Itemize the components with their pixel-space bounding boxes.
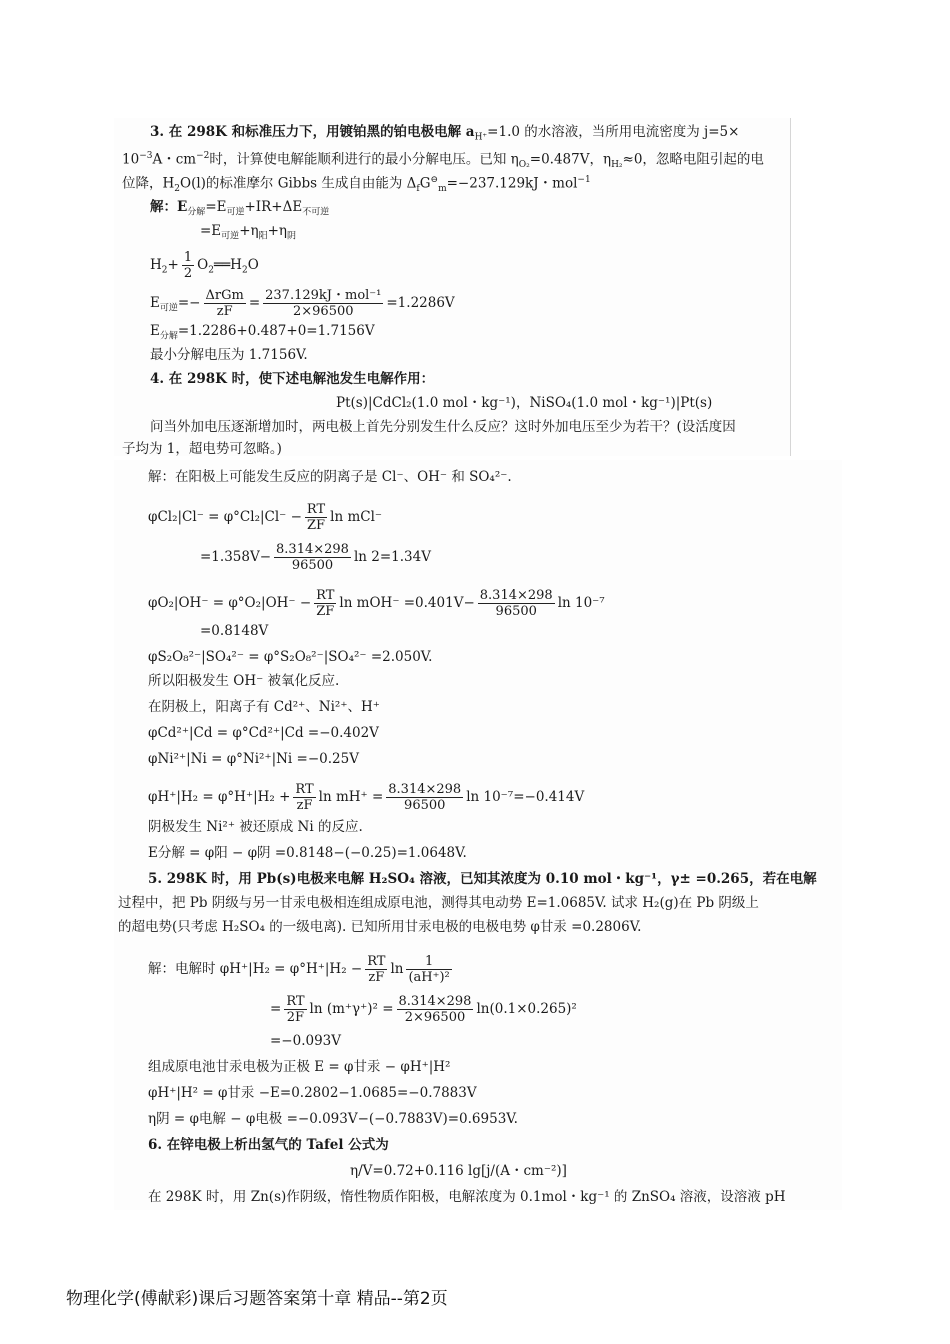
problem-6-tafel-formula: η/V=0.72+0.116 lg[j/(A・cm⁻²)] bbox=[350, 1163, 567, 1179]
problem-5-answer-line-5: φH⁺|H² = φ甘汞 −E=0.2802−1.0685=−0.7883V bbox=[148, 1085, 477, 1101]
problem-4-e-decomposition: E分解 = φ阳 − φ阴 =0.8148−(−0.25)=1.0648V. bbox=[148, 845, 467, 861]
problem-3-e-reversible: $E_{可逆}=-$ $\frac{\text{ΔrGm}}{zF}$ = $\frac{\text{237.129kJ・mol⁻¹}}{2\times 96500}$ =1.2286V bbox=[150, 288, 455, 319]
page-footer: 物理化学(傅献彩)课后习题答案第十章 精品--第2页 bbox=[66, 1289, 448, 1309]
problem-3-conclusion: 最小分解电压为 1.7156V. bbox=[150, 347, 308, 363]
problem-5-answer-line-3: =−0.093V bbox=[270, 1033, 342, 1049]
problem-4-cathode-intro: 在阴极上，阳离子有 Cd²⁺、Ni²⁺、H⁺ bbox=[148, 699, 380, 715]
problem-4-phi-s2o8: φS₂O₈²⁻|SO₄²⁻ = φ°S₂O₈²⁻|SO₄²⁻ =2.050V. bbox=[148, 649, 433, 665]
problem-3-line-3: 位降，$H_2O(l)$的标准摩尔 Gibbs 生成自由能为 $\Delta_fG^⊖_m=-237.129kJ$・mol$^{-1}$ bbox=[122, 175, 591, 195]
problem-5-answer-line-6: η阴 = φ电解 − φ电极 =−0.093V−(−0.7883V)=0.6953V. bbox=[148, 1111, 518, 1127]
problem-4-phi-ni: φNi²⁺|Ni = φ°Ni²⁺|Ni =−0.25V bbox=[148, 751, 359, 767]
problem-6-line-1: 6. 在锌电极上析出氢气的 Tafel 公式为 bbox=[148, 1137, 389, 1153]
problem-4-answer-line-1: 解：在阳极上可能发生反应的阴离子是 Cl⁻、OH⁻ 和 SO₄²⁻. bbox=[148, 469, 512, 485]
problem-5-line-3: 的超电势(只考虑 H₂SO₄ 的一级电离). 已知所用甘汞电极的电极电势 φ甘汞 =0.2806V. bbox=[118, 919, 642, 935]
problem-4-line-1: 4. 在 298K 时，使下述电解池发生电解作用： bbox=[150, 371, 435, 387]
problem-3-solution-line-2: $=E_{可逆}+\eta_阳+\eta_阴$ bbox=[200, 223, 297, 242]
problem-3-line-2: $10^{-3}A$・$cm^{-2}$时，计算使电解能顺利进行的最小分解电压。已知 $\eta_{O_2}=0.487V$，$\eta_{H_2}\approx 0$，忽略电阻引起的电 bbox=[122, 151, 764, 171]
problem-4-phi-oh-value: =0.8148V bbox=[200, 623, 269, 639]
scan-block-1 bbox=[114, 118, 791, 456]
problem-4-phi-oh: φO₂|OH⁻ = φ°O₂|OH⁻ − $\frac{RT}{ZF}$ ln mOH⁻ =0.401V− $\frac{8.314\times 298}{96500}$ ln 10⁻⁷ bbox=[148, 588, 605, 619]
problem-5-answer-line-2: = $\frac{RT}{2F}$ ln (m⁺γ⁺)² = $\frac{8.314\times 298}{2\times 96500}$ ln(0.1×0.265)² bbox=[270, 994, 577, 1025]
problem-4-phi-h: φH⁺|H₂ = φ°H⁺|H₂ + $\frac{RT}{zF}$ ln mH⁺ = $\frac{8.314\times 298}{96500}$ ln 10⁻⁷=−0.414V bbox=[148, 782, 585, 813]
problem-4-line-3: 问当外加电压逐渐增加时，两电极上首先分别发生什么反应？这时外加电压至少为若干？(设活度因 bbox=[150, 419, 736, 435]
problem-5-line-1: 5. 298K 时，用 Pb(s)电极来电解 H₂SO₄ 溶液，已知其浓度为 0.10 mol・kg⁻¹，γ± =0.265，若在电解 bbox=[148, 871, 817, 887]
problem-3-solution-line-1: 解：$E_{分解}=E_{可逆}+IR+\Delta E_{不可逆}$ bbox=[150, 199, 330, 218]
problem-3-reaction: $H_2+$ $\frac{1}{2}$ $O_2══H_2O$ bbox=[150, 250, 259, 281]
problem-5-line-2: 过程中，把 Pb 阴级与另一甘汞电极相连组成原电池，测得其电动势 E=1.0685V. 试求 H₂(g)在 Pb 阴级上 bbox=[118, 895, 759, 911]
problem-6-line-3: 在 298K 时，用 Zn(s)作阴级，惰性物质作阳极，电解浓度为 0.1mol・kg⁻¹ 的 ZnSO₄ 溶液，设溶液 pH bbox=[148, 1189, 786, 1205]
problem-4-cell: Pt(s)|CdCl₂(1.0 mol・kg⁻¹)，NiSO₄(1.0 mol・kg⁻¹)|Pt(s) bbox=[336, 395, 713, 411]
problem-4-cathode-conclusion: 阴极发生 Ni²⁺ 被还原成 Ni 的反应. bbox=[148, 819, 363, 835]
problem-3-e-decomposition: $E_{分解}=1.2286+0.487+0=1.7156V$ bbox=[150, 323, 375, 342]
problem-4-phi-cd: φCd²⁺|Cd = φ°Cd²⁺|Cd =−0.402V bbox=[148, 725, 379, 741]
scan-block-2 bbox=[114, 460, 842, 1210]
problem-4-line-4: 子均为 1，超电势可忽略。) bbox=[122, 441, 282, 456]
problem-4-anode-conclusion: 所以阳极发生 OH⁻ 被氧化反应. bbox=[148, 673, 340, 689]
problem-4-phi-cl: φCl₂|Cl⁻ = φ°Cl₂|Cl⁻ − $\frac{RT}{ZF}$ ln mCl⁻ bbox=[148, 502, 383, 533]
problem-3-line-1: 3. 在 298K 和标准压力下，用镀铂黑的铂电极电解 $a_{H^+}=1.0$ 的水溶液，当所用电流密度为 j=5× bbox=[150, 124, 740, 143]
problem-5-answer-line-4: 组成原电池甘汞电极为正极 E = φ甘汞 − φH⁺|H² bbox=[148, 1059, 451, 1075]
problem-5-answer-line-1: 解：电解时 φH⁺|H₂ = φ°H⁺|H₂ − $\frac{RT}{zF}$ ln $\frac{1}{\text{(aH⁺)²}}$ bbox=[148, 954, 450, 985]
problem-4-phi-cl-value: =1.358V− $\frac{8.314\times 298}{96500}$ ln 2=1.34V bbox=[200, 542, 431, 573]
